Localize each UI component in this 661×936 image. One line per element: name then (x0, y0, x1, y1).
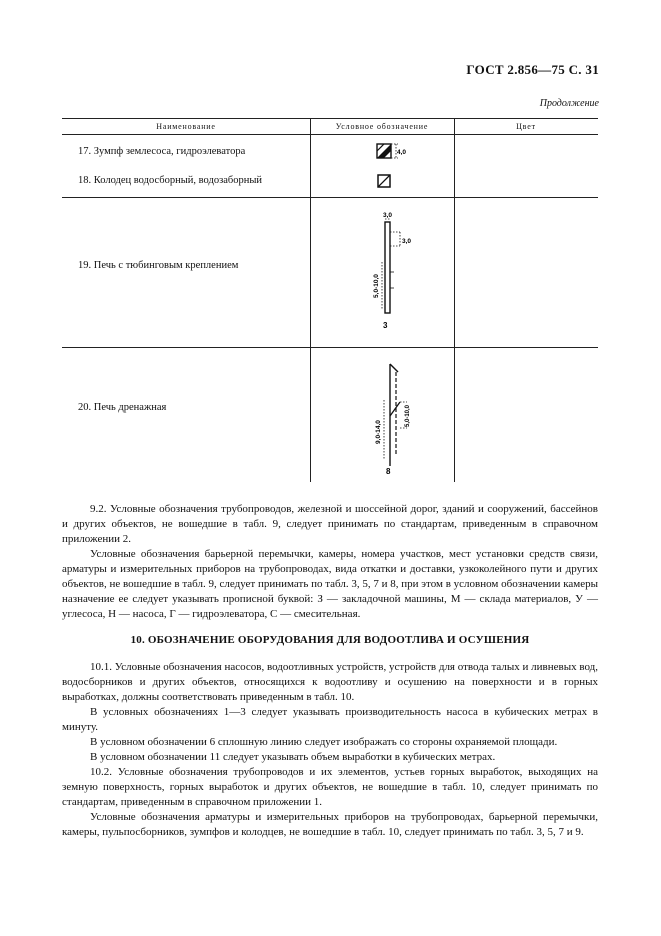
paragraph: Условные обозначения барьерной перемычки, камеры, номера участков, мест установки средств связи, арматуры и измерительных приборов на трубопроводах, вида откатки и доставки, узкоколейного пути и других объектов, не вошедшие в табл. 9, следует принимать по табл. 3, 5, 7 и 8, при этом в условном обозначении камеры назначение ее следует указывать прописной буквой: З — закладочной машины, М — склада материалов, У — углесоса, Н — насоса, Г — гидроэлеватора, С — смесительная. (62, 548, 598, 620)
paragraph: 10.1. Условные обозначения насосов, водоотливных устройств, устройств для отвода талых и ливневых вод, водосборников и других объектов, относящихся к водоотливу и осушению на поверхности и в горных выработках, должны соответствовать приведенным в табл. 10. (62, 661, 598, 703)
section-10-text (62, 660, 598, 840)
sump-dim-label: 4,0 (397, 149, 407, 156)
table-row-20-name: 20. Печь дренажная (78, 402, 167, 413)
well-symbol (374, 172, 394, 192)
paragraph: В условных обозначениях 1—3 следует указывать производительность насоса в кубических метрах в минуту. (62, 706, 598, 733)
tubbing-top-dim: 3,0 (383, 212, 393, 219)
table-row-19-name: 19. Печь с тюбинговым креплением (78, 260, 239, 271)
paragraph: Условные обозначения арматуры и измерительных приборов на трубопроводах, барьерной перемычки, камеры, пульпосборников, зумпфов и колодцев, не вошедшие в табл. 10, следует принимать по табл. 3, 5, 7 и 9. (62, 811, 598, 838)
paragraph: В условном обозначении 11 следует указывать объем выработки в кубических метрах. (90, 751, 496, 763)
tubbing-chamber-symbol (362, 206, 422, 336)
table-row-18-name: 18. Колодец водосборный, водозаборный (78, 175, 263, 186)
continued-label: Продолжение (539, 98, 599, 109)
tubbing-side-dim: 3,0 (402, 238, 412, 245)
tubbing-length-dim: 5,0-10,0 (373, 274, 380, 298)
drainage-length-dim: 9,0-14,0 (375, 420, 382, 444)
paragraph: 10.2. Условные обозначения трубопроводов и их элементов, устьев горных выработок, выходящих на земную поверхность, горных выработок и других объектов, не вошедшие в табл. 10, следует принимать по стандартам, приведенным в справочном приложении 1. (62, 766, 598, 808)
symbols-table (62, 118, 598, 482)
tubbing-bottom-dim: 3 (383, 321, 388, 330)
drainage-side-dim: 5,0-10,0 (405, 404, 411, 428)
section-9-text (62, 502, 598, 622)
column-header-name: Наименование (156, 122, 216, 131)
sump-symbol (372, 142, 412, 162)
section-10-title: 10. ОБОЗНАЧЕНИЕ ОБОРУДОВАНИЯ ДЛЯ ВОДООТЛИВА И ОСУШЕНИЯ (130, 634, 530, 646)
drainage-bottom-dim: 8 (386, 467, 391, 476)
table-row-17-name: 17. Зумпф землесоса, гидроэлеватора (78, 146, 246, 157)
paragraph: 9.2. Условные обозначения трубопроводов, железной и шоссейной дорог, зданий и сооружений, бассейнов и других объектов, не вошедшие в табл. 9, следует принимать по стандартам, приведенным в справочном приложении 2. (62, 503, 598, 545)
drainage-chamber-symbol (362, 356, 422, 478)
column-header-color: Цвет (516, 122, 536, 131)
paragraph: В условном обозначении 6 сплошную линию следует изображать со стороны охраняемой площади. (90, 736, 558, 748)
page-header: ГОСТ 2.856—75 С. 31 (466, 62, 599, 77)
column-header-symbol: Условное обозначение (335, 122, 429, 131)
